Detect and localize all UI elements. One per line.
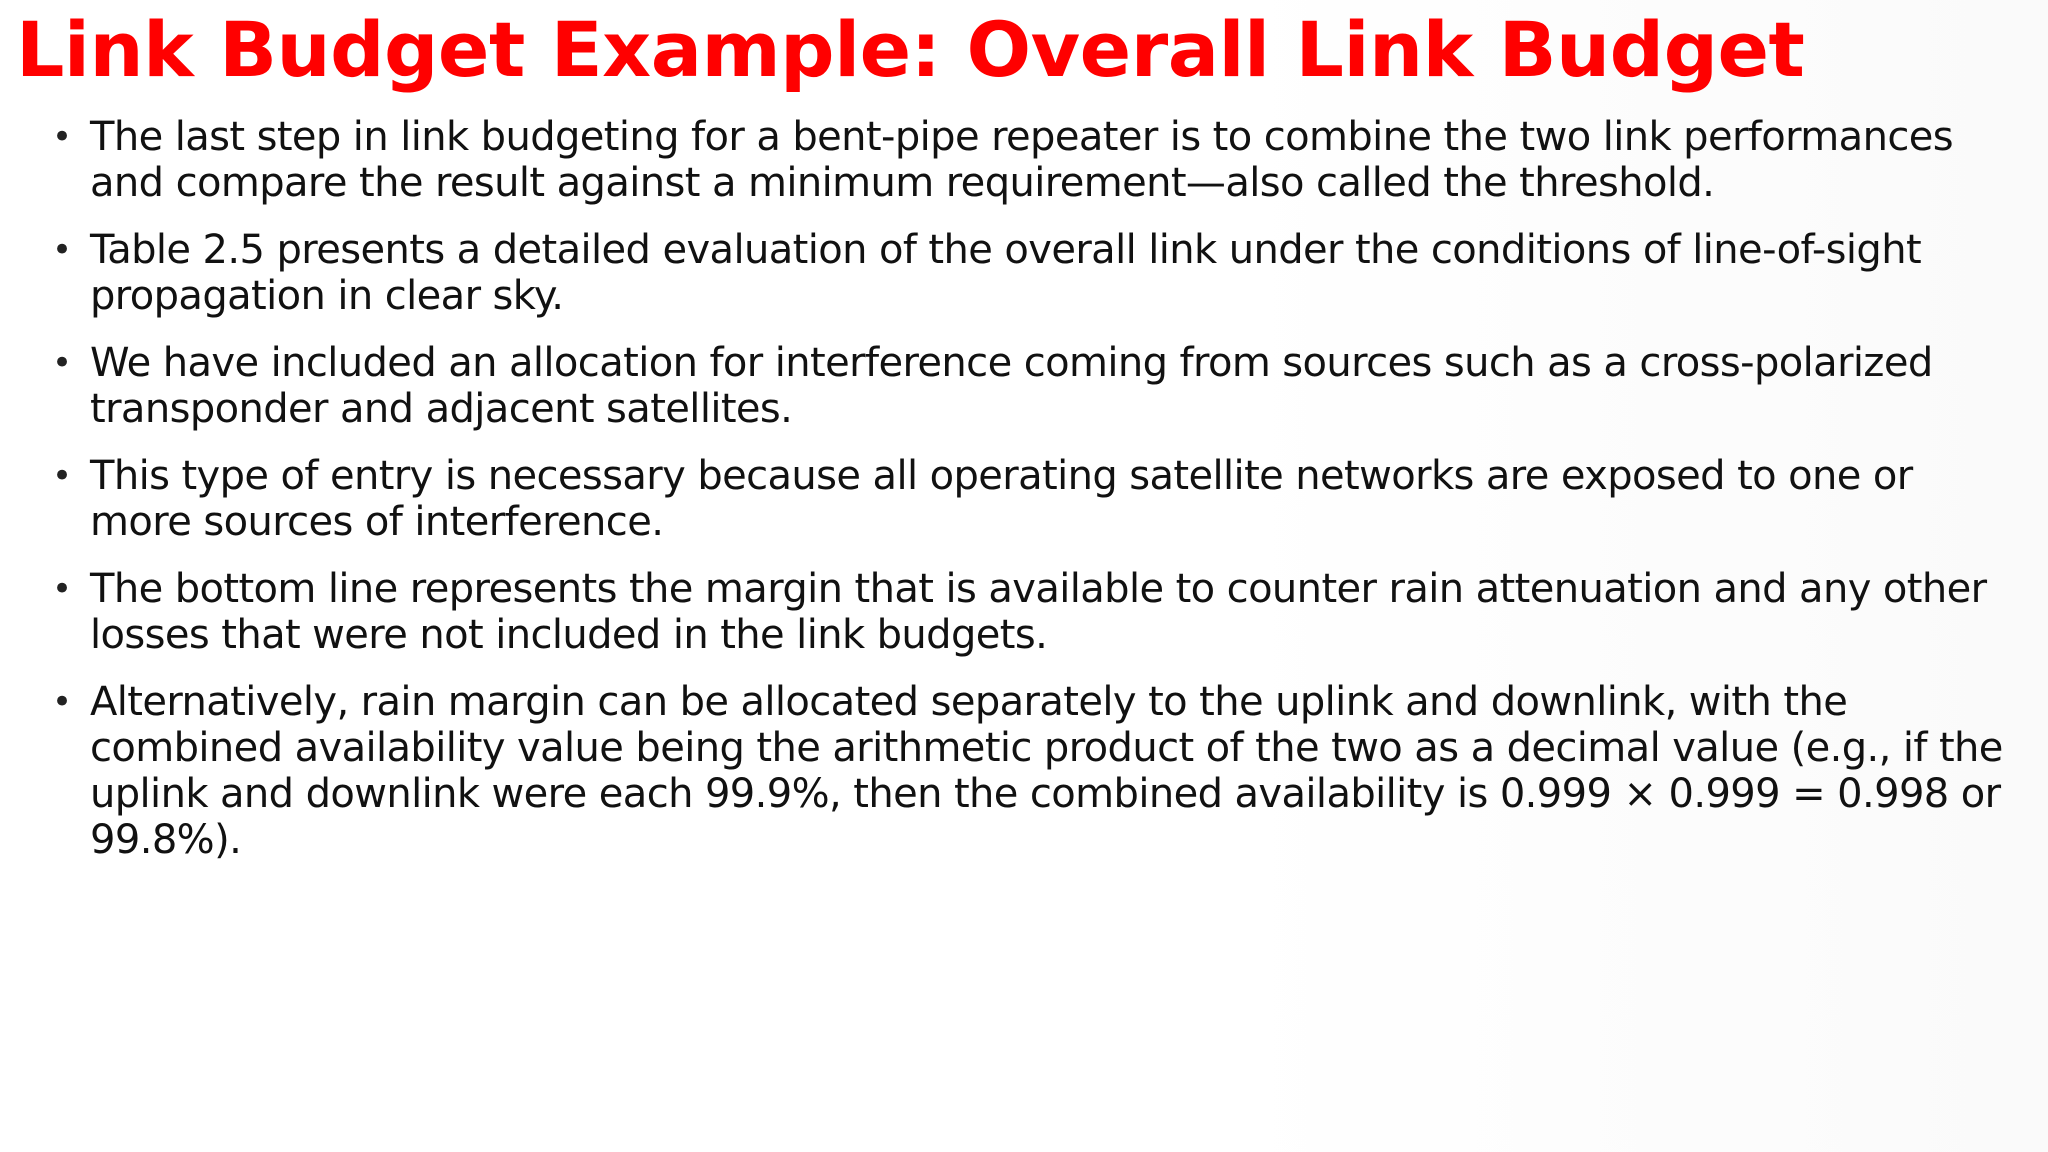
slide-title: Link Budget Example: Overall Link Budget xyxy=(16,5,1805,94)
bullet-text: Table 2.5 presents a detailed evaluation of the overall link under the conditions of line-of-sight propagation in clear sky. xyxy=(90,227,1922,319)
bullet-text: Alternatively, rain margin can be allocated separately to the uplink and downlink, with the combined availability value being the arithmetic product of the two as a decimal value (e.g., if the uplink and downlink were each 99.9%, then the combined availability is 0.999 × 0.999 = 0.998 or 99.8%). xyxy=(90,679,2003,863)
bullet-icon: • xyxy=(52,456,72,496)
bullet-text: This type of entry is necessary because all operating satellite networks are exposed to one or more sources of interference. xyxy=(90,453,1913,545)
bullet-icon: • xyxy=(52,343,72,383)
bullet-item xyxy=(52,566,2012,658)
bullet-icon: • xyxy=(52,117,72,157)
bullet-text: The bottom line represents the margin that is available to counter rain attenuation and any other losses that were not included in the link budgets. xyxy=(90,566,1987,658)
bullet-icon: • xyxy=(52,682,72,722)
bullet-item xyxy=(52,679,2012,863)
bullet-text: We have included an allocation for interference coming from sources such as a cross-polarized transponder and adjacent satellites. xyxy=(90,340,1933,432)
bullet-item xyxy=(52,114,2012,206)
bullet-item xyxy=(52,227,2012,319)
bullet-icon: • xyxy=(52,230,72,270)
bullet-item xyxy=(52,453,2012,545)
bullet-text: The last step in link budgeting for a bent-pipe repeater is to combine the two link performances and compare the result against a minimum requirement—also called the threshold. xyxy=(90,114,1953,206)
bullet-item xyxy=(52,340,2012,432)
bullet-icon: • xyxy=(52,569,72,609)
bullet-list xyxy=(52,114,2012,884)
